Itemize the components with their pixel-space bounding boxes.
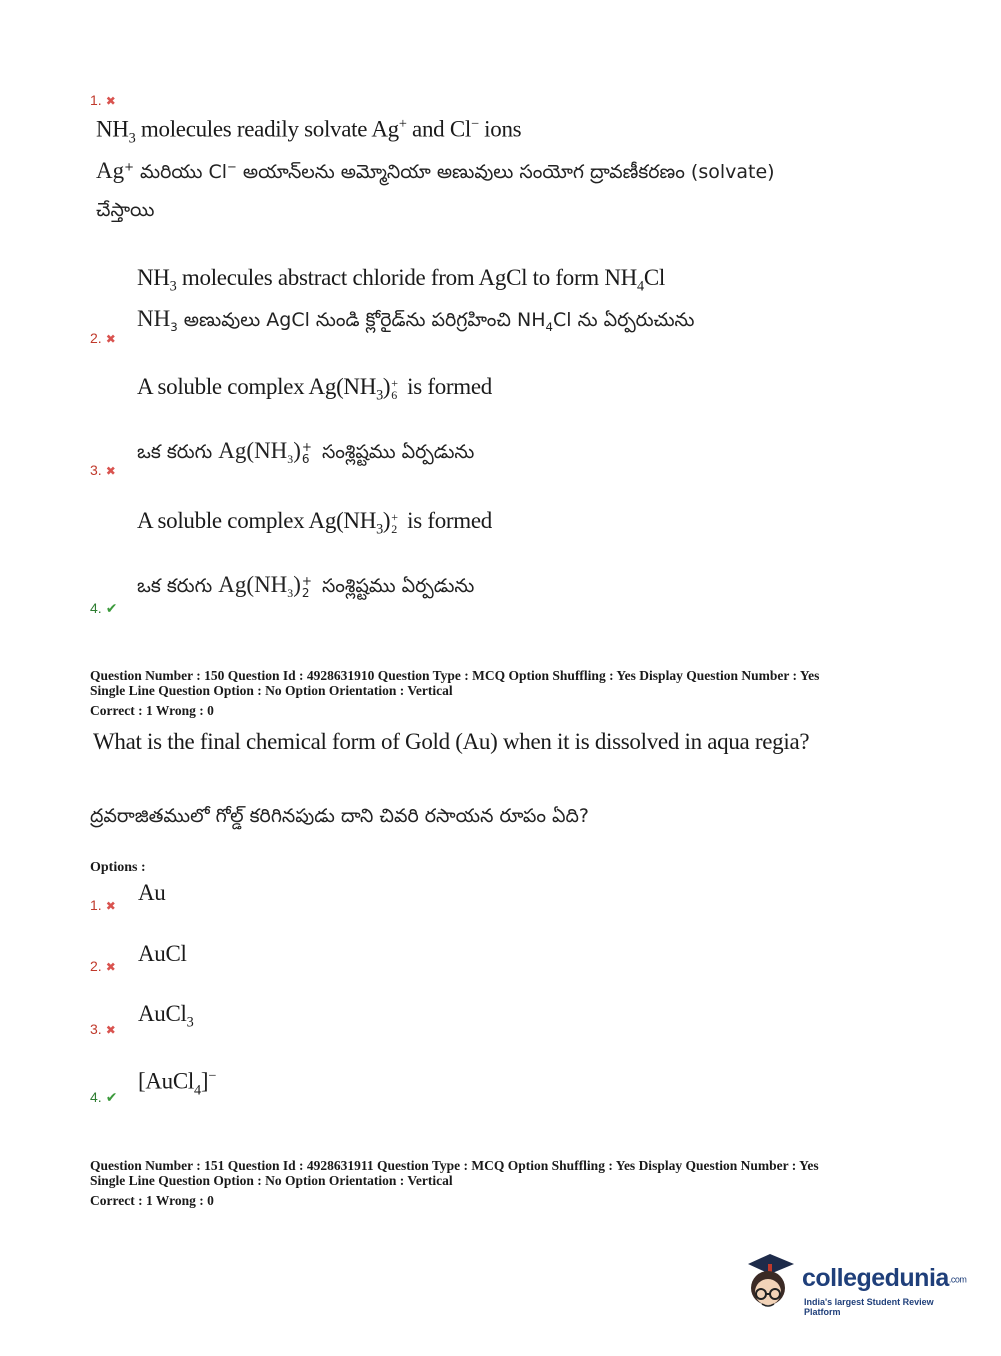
- correct-mark-icon: ✔: [105, 1089, 118, 1105]
- option-number: 2. ✖: [90, 330, 116, 346]
- question-meta-line1: Question Number : 150 Question Id : 4928631910 Question Type : MCQ Option Shuffling : Yes Display Question Number : Yes: [90, 668, 820, 683]
- option-text-telugu: $NH_3$ అణువులు AgCl నుండి క్లోరైడ్‌ను పరిగ్రహించి $NH_4Cl$ ను ఏర్పరుచును: [137, 306, 695, 334]
- option-text: [AuCl$_4$]−: [138, 1068, 216, 1099]
- option-number: 1. ✖: [90, 92, 116, 108]
- collegedunia-logo: [740, 1250, 970, 1320]
- option-text-english: A soluble complex $Ag(NH_3)$ + 2 is formed: [137, 508, 492, 538]
- wrong-mark-icon: ✖: [105, 464, 116, 478]
- question-meta-line2: Single Line Question Option : No Option Orientation : Vertical: [90, 683, 453, 698]
- option-text-english: $NH_3$ molecules abstract chloride from AgCl to form $NH_4Cl$: [137, 265, 665, 295]
- wrong-mark-icon: ✖: [105, 94, 116, 108]
- option-text-english: A soluble complex $Ag(NH_3)$ + 6 is formed: [137, 374, 492, 404]
- logo-tagline: India's largest Student Review Platform: [804, 1297, 934, 1317]
- option-number: 1. ✖: [90, 897, 116, 913]
- mascot-icon: [740, 1250, 800, 1312]
- option-number: 3. ✖: [90, 1021, 116, 1037]
- question-meta-line2: Single Line Question Option : No Option Orientation : Vertical: [90, 1173, 453, 1188]
- option-text-telugu: ఒక కరుగు $Ag(NH_3)$ + 2 సంశ్లిష్టము ఏర్పడును: [137, 572, 475, 600]
- option-text-telugu-line2: చేస్తాయి: [96, 199, 155, 221]
- question-score: Correct : 1 Wrong : 0: [90, 1193, 214, 1208]
- wrong-mark-icon: ✖: [105, 899, 116, 913]
- wrong-mark-icon: ✖: [105, 960, 116, 974]
- option-number: 4. ✔: [90, 600, 118, 616]
- option-text-english: $NH_3$ molecules readily solvate Ag+ and Cl− ions: [96, 116, 522, 147]
- question-score: Correct : 1 Wrong : 0: [90, 703, 214, 718]
- logo-wordmark: collegedunia.com: [802, 1264, 967, 1292]
- option-text: AuCl$_3$: [138, 1001, 194, 1031]
- option-number: 4. ✔: [90, 1089, 118, 1105]
- options-label: Options :: [90, 860, 146, 875]
- option-number: 3. ✖: [90, 462, 116, 478]
- question-text-english: What is the final chemical form of Gold (Au) when it is dissolved in aqua regia?: [93, 729, 810, 754]
- option-number: 2. ✖: [90, 958, 116, 974]
- wrong-mark-icon: ✖: [105, 332, 116, 346]
- option-text: AuCl: [138, 941, 187, 966]
- correct-mark-icon: ✔: [105, 600, 118, 616]
- wrong-mark-icon: ✖: [105, 1023, 116, 1037]
- option-text-telugu: ఒక కరుగు $Ag(NH_3)$ + 6 సంశ్లిష్టము ఏర్పడును: [137, 438, 475, 466]
- question-text-telugu: ద్రవరాజితములో గోల్డ్ కరిగినపుడు దాని చివరి రసాయన రూపం ఏది?: [90, 805, 590, 827]
- question-meta-line1: Question Number : 151 Question Id : 4928631911 Question Type : MCQ Option Shuffling : Yes Display Question Number : Yes: [90, 1158, 819, 1173]
- option-text: Au: [138, 880, 166, 905]
- option-text-telugu: Ag+ మరియు Cl− అయాన్‌లను అమ్మోనియా అణువులు సంయోగ ద్రావణీకరణం (solvate): [96, 158, 775, 183]
